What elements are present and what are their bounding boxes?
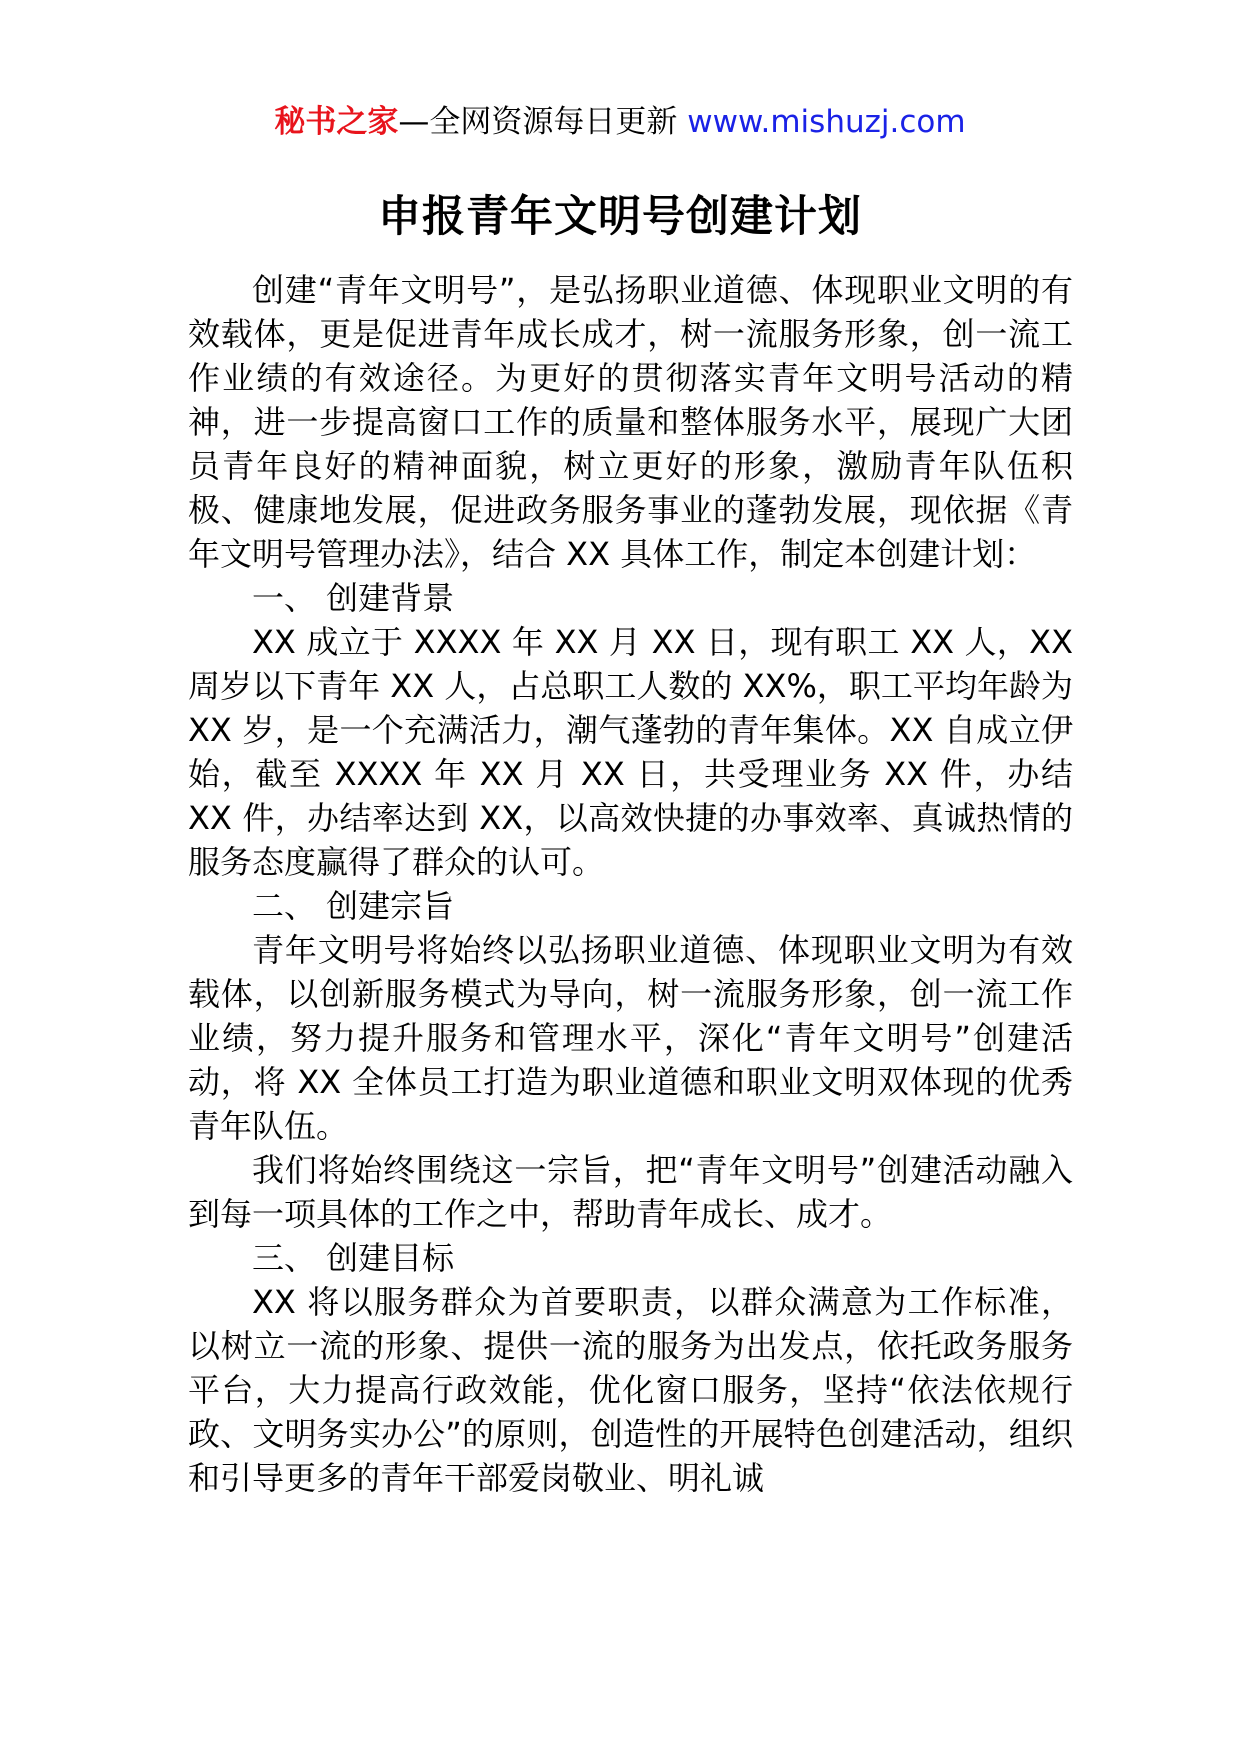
background-paragraph: XX 成立于 XXXX 年 XX 月 XX 日，现有职工 XX 人，XX 周岁以下青年 XX 人，占总职工人数的 XX%，职工平均年龄为 XX 岁，是一个充满活力，潮气蓬勃的青年集体。XX 自成立伊始，截至 XXXX 年 XX 月 XX 日，共受理业务 XX 件，办结 XX 件，办结率达到 XX，以高效快捷的办事效率、真诚热情的服务态度赢得了群众的认可。 bbox=[188, 623, 1073, 881]
purpose-paragraph-2: 我们将始终围绕这一宗旨，把“青年文明号”创建活动融入到每一项具体的工作之中，帮助青年成长、成才。 bbox=[188, 1151, 1073, 1233]
section-heading-background: 一、 创建背景 bbox=[252, 579, 455, 617]
section-heading-purpose: 二、 创建宗旨 bbox=[252, 887, 455, 925]
site-header bbox=[0, 100, 1240, 144]
site-brand: 秘书之家 bbox=[274, 104, 399, 140]
site-url-link[interactable]: www.mishuzj.com bbox=[687, 104, 966, 140]
document-title: 申报青年文明号创建计划 bbox=[378, 192, 862, 242]
goals-paragraph: XX 将以服务群众为首要职责，以群众满意为工作标准，以树立一流的形象、提供一流的服务为出发点，依托政务服务平台，大力提高行政效能，优化窗口服务，坚持“依法依规行政、文明务实办公”的原则，创造性的开展特色创建活动，组织和引导更多的青年干部爱岗敬业、明礼诚 bbox=[188, 1283, 1073, 1497]
section-heading-goals: 三、 创建目标 bbox=[252, 1239, 455, 1277]
site-slogan: —全网资源每日更新 bbox=[398, 104, 688, 140]
purpose-paragraph: 青年文明号将始终以弘扬职业道德、体现职业文明为有效载体，以创新服务模式为导向，树一流服务形象，创一流工作业绩，努力提升服务和管理水平，深化“青年文明号”创建活动，将 XX 全体员工打造为职业道德和职业文明双体现的优秀青年队伍。 bbox=[188, 931, 1073, 1145]
document-body bbox=[188, 268, 1073, 1500]
intro-paragraph: 创建“青年文明号”，是弘扬职业道德、体现职业文明的有效载体，更是促进青年成长成才，树一流服务形象，创一流工作业绩的有效途径。为更好的贯彻落实青年文明号活动的精神，进一步提高窗口工作的质量和整体服务水平，展现广大团员青年良好的精神面貌，树立更好的形象，激励青年队伍积极、健康地发展，促进政务服务事业的蓬勃发展，现依据《青年文明号管理办法》，结合 XX 具体工作，制定本创建计划： bbox=[188, 271, 1073, 573]
